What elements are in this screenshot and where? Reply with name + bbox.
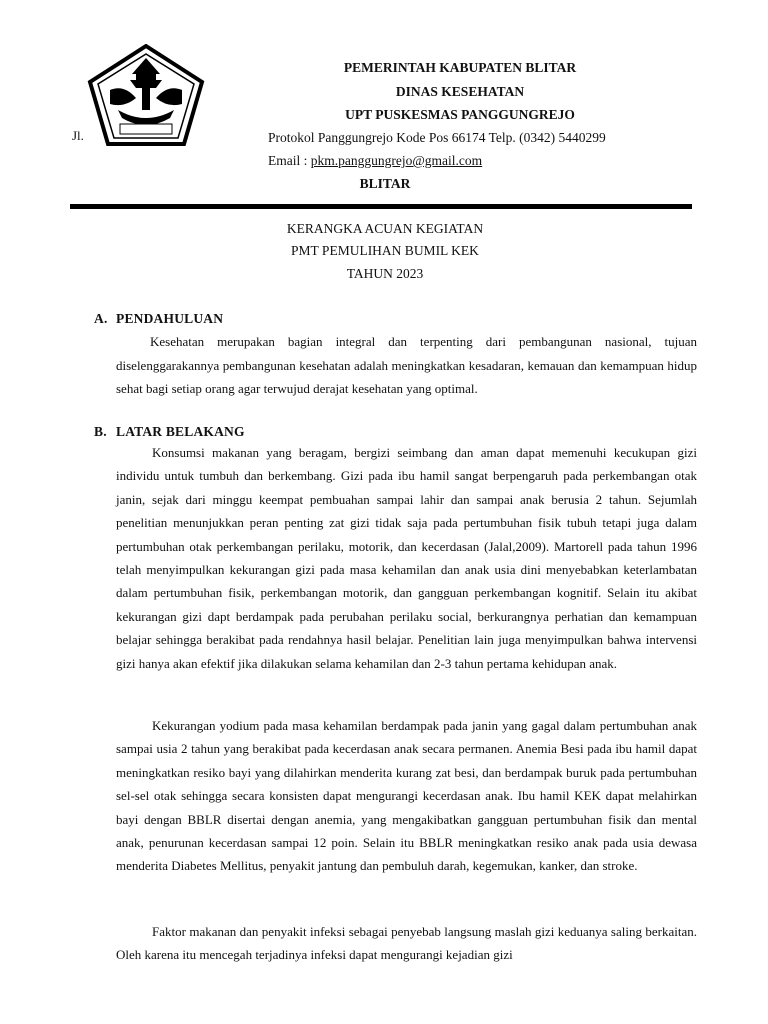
address-prefix: Jl. <box>72 128 84 143</box>
letterhead-city: BLITAR <box>359 176 411 191</box>
email-link[interactable]: pkm.panggungrejo@gmail.com <box>310 153 483 168</box>
letterhead-government: PEMERINTAH KABUPATEN BLITAR <box>343 60 577 75</box>
kabupaten-blitar-logo <box>86 44 206 148</box>
paragraph-pendahuluan: Kesehatan merupakan bagian integral dan terpenting dari pembangunan nasional, tujuan diselenggarakannya pembangunan kesehatan adalah meningkatkan kesadaran, kemauan dan kemampuan hidup sehat bagi setiap orang agar terwujud derajat kesehatan yang optimal. <box>116 334 697 396</box>
section-heading-b <box>94 424 245 440</box>
email-label: Email : <box>268 153 311 168</box>
paragraph-latar-belakang-1: Konsumsi makanan yang beragam, bergizi seimbang dan aman dapat memenuhi kecukupan gizi individu untuk tumbuh dan berkembang. Gizi pada ibu hamil sangat berpengaruh pada perkembangan otak janin, sejak dari minggu keempat pembuahan sampai lahir dan sampai anak berusia 2 tahun. Sejumlah penelitian menunjukkan peran penting zat gizi tidak saja pada pertumbuhan fisik tubuh tetapi juga dalam pertumbuhan otak perkembangan perilaku, motorik, dan kecerdasan (Jalal,2009). Martorell pada tahun 1996 telah menyimpulkan kekurangan gizi pada masa kehamilan dan anak usia dini menyebabkan keterlambatan dalam pertumbuhan fisik, perkembangan motorik, dan gangguan perkembangan kognitif. Selain itu akibat kekurangan gizi dapt berdampak pada perubahan perilaku social, berkurangnya perhatian dan kemampuan belajar sehingga berakibat pada rendahnya hasil belajar. Penelitian lain juga menyimpulkan bahwa intervensi gizi hanya akan efektif jika dilakukan selama kehamilan dan 2-3 tahun pertama kehidupan anak. <box>116 445 697 671</box>
document-title-line-1: KERANGKA ACUAN KEGIATAN <box>286 221 484 236</box>
document-title-line-2: PMT PEMULIHAN BUMIL KEK <box>291 243 479 258</box>
letterhead-office: UPT PUSKESMAS PANGGUNGREJO <box>345 107 575 122</box>
section-heading-a <box>94 311 223 327</box>
paragraph-latar-belakang-3: Faktor makanan dan penyakit infeksi sebagai penyebab langsung maslah gizi keduanya saling berkaitan. Oleh karena itu mencegah terjadinya infeksi dapat mengurangi kejadian gizi <box>116 924 697 963</box>
section-letter: A. <box>94 311 108 326</box>
letterhead-department: DINAS KESEHATAN <box>395 84 525 99</box>
letterhead-divider <box>70 204 692 209</box>
paragraph-latar-belakang-2: Kekurangan yodium pada masa kehamilan berdampak pada janin yang gagal dalam pertumbuhan anak sampai usia 2 tahun yang berakibat pada kecerdasan anak secara permanen. Anemia Besi pada ibu hamil dapat meningkatkan resiko bayi yang dilahirkan menderita kurang zat besi, dan berdampak buruk pada pertumbuhan sel-sel otak sehingga secara konsisten dapat mengurangi kecerdasan anak. Ibu hamil KEK dapat melahirkan bayi dengan BBLR disertai dengan anemia, yang mengakibatkan gangguan pertumbuhan fisik dan mental anak, penurunan kecerdasan sampai 12 poin. Selain itu BBLR meningkatkan resiko anak pada usia dewasa menderita Diabetes Mellitus, penyakit jantung dan pembuluh darah, kegemukan, kanker, dan stroke. <box>116 718 697 874</box>
section-letter: B. <box>94 424 107 439</box>
letterhead-email-line <box>268 153 482 169</box>
document-title-line-3: TAHUN 2023 <box>346 266 424 281</box>
section-title: LATAR BELAKANG <box>116 424 245 439</box>
section-title: PENDAHULUAN <box>116 311 224 326</box>
letterhead-address: Protokol Panggungrejo Kode Pos 66174 Telp. (0342) 5440299 <box>268 130 606 145</box>
